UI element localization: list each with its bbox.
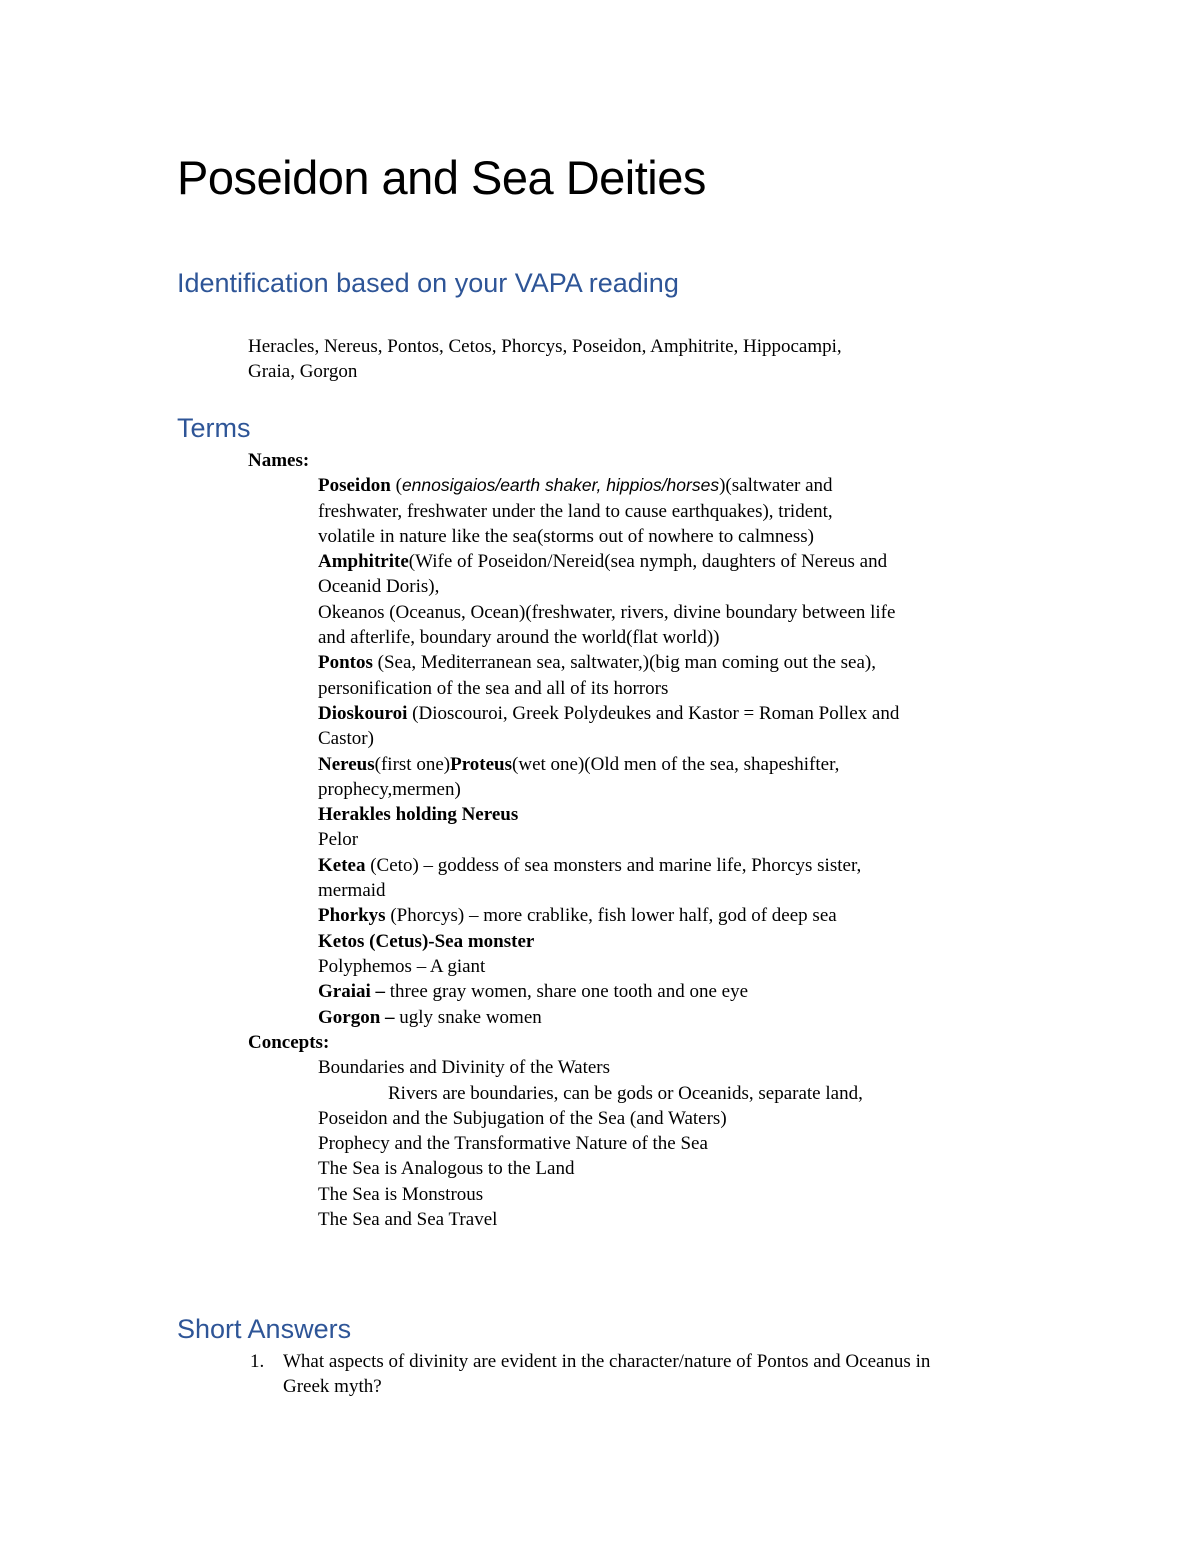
- names-list: [318, 473, 899, 1030]
- identification-line: Graia, Gorgon: [248, 361, 358, 383]
- name-term: Proteus: [450, 753, 513, 775]
- concept-subitem: Rivers are boundaries, can be gods or Oceanids, separate land,: [388, 1082, 863, 1104]
- concept-item: Prophecy and the Transformative Nature of the Sea: [318, 1133, 708, 1155]
- concepts-list: [0, 1055, 863, 1232]
- name-description: Okeanos (Oceanus, Ocean)(freshwater, rivers, divine boundary between life: [318, 601, 896, 623]
- name-term: Amphitrite: [318, 551, 409, 573]
- name-description: ugly snake women: [394, 1006, 542, 1028]
- name-description: and afterlife, boundary around the world(flat world)): [318, 627, 720, 649]
- concept-item: The Sea and Sea Travel: [318, 1209, 498, 1231]
- name-term: Dioskouroi: [318, 702, 408, 724]
- name-term: Poseidon: [318, 475, 391, 497]
- concept-item: The Sea is Monstrous: [318, 1183, 484, 1205]
- identification-line: Heracles, Nereus, Pontos, Cetos, Phorcys, Poseidon, Amphitrite, Hippocampi,: [248, 336, 842, 357]
- name-entry-line: [318, 752, 899, 777]
- name-description: personification of the sea and all of its horrors: [318, 677, 669, 699]
- concepts-label-text: Concepts:: [248, 1032, 330, 1053]
- name-description: freshwater, freshwater under the land to cause earthquakes), trident,: [318, 500, 833, 522]
- question-number: 1.: [250, 1351, 265, 1372]
- name-entry-line: [318, 929, 899, 954]
- short-answers-heading: Short Answers: [177, 1314, 352, 1344]
- name-entry-line: [318, 600, 899, 625]
- name-description: three gray women, share one tooth and one eye: [385, 981, 749, 1003]
- names-label: [248, 448, 309, 473]
- name-entry-line: [318, 1005, 899, 1030]
- name-entry-line: [318, 650, 899, 675]
- name-description: Polyphemos – A giant: [318, 955, 486, 977]
- name-description: (wet one)(Old men of the sea, shapeshifter,: [512, 753, 840, 775]
- name-entry-line: [318, 701, 899, 726]
- identification-heading: Identification based on your VAPA reading: [177, 268, 679, 298]
- name-term: Ketos (Cetus)-Sea monster: [318, 930, 535, 952]
- name-description: Pelor: [318, 829, 359, 851]
- question-line: What aspects of divinity are evident in the character/nature of Pontos and Oceanus in: [283, 1351, 931, 1372]
- name-description: (: [390, 475, 402, 497]
- name-term: Ketea: [318, 854, 366, 876]
- name-description: Castor): [318, 728, 374, 750]
- name-description: Oceanid Doris),: [318, 576, 440, 598]
- name-term: Pontos: [318, 652, 373, 674]
- name-description: (Phorcys) – more crablike, fish lower half, god of deep sea: [385, 905, 837, 927]
- name-entry-line: [318, 473, 899, 498]
- name-description: (Wife of Poseidon/Nereid(sea nymph, daughters of Nereus and: [408, 551, 888, 573]
- name-description: volatile in nature like the sea(storms out of nowhere to calmness): [318, 525, 814, 547]
- name-description: mermaid: [318, 880, 386, 902]
- question-text: [283, 1349, 1043, 1400]
- name-epithets: ennosigaios/earth shaker, hippios/horses: [401, 475, 720, 496]
- name-entry-line: [318, 524, 899, 549]
- name-entry-line: [318, 903, 899, 928]
- identification-list: [248, 334, 842, 385]
- name-entry-line: [318, 802, 899, 827]
- name-description: prophecy,mermen): [318, 778, 461, 800]
- concept-item: Poseidon and the Subjugation of the Sea (and Waters): [318, 1107, 727, 1129]
- name-term: Nereus: [318, 753, 375, 775]
- name-entry-line: [318, 777, 899, 802]
- concept-item: The Sea is Analogous to the Land: [318, 1158, 575, 1180]
- name-entry-line: [318, 853, 899, 878]
- question-line: Greek myth?: [283, 1376, 382, 1398]
- name-description: (Sea, Mediterranean sea, saltwater,)(big man coming out the sea),: [372, 652, 876, 674]
- name-description: (Ceto) – goddess of sea monsters and marine life, Phorcys sister,: [365, 854, 862, 876]
- concept-item: Boundaries and Divinity of the Waters: [318, 1057, 611, 1079]
- names-label-text: Names:: [248, 450, 310, 471]
- name-term: Phorkys: [318, 905, 386, 927]
- name-entry-line: [318, 549, 899, 574]
- name-entry-line: [318, 676, 899, 701]
- name-entry-line: [318, 726, 899, 751]
- concepts-label: [248, 1030, 329, 1055]
- name-entry-line: [318, 827, 899, 852]
- document-title: Poseidon and Sea Deities: [177, 151, 706, 204]
- name-term: Herakles holding Nereus: [318, 804, 519, 826]
- terms-heading: Terms: [177, 413, 251, 443]
- name-description: )(saltwater and: [719, 475, 833, 497]
- question-item: [0, 1349, 1200, 1409]
- name-entry-line: [318, 979, 899, 1004]
- name-entry-line: [318, 954, 899, 979]
- name-entry-line: [318, 499, 899, 524]
- name-term: Gorgon –: [318, 1006, 395, 1028]
- name-entry-line: [318, 625, 899, 650]
- name-term: Graiai –: [318, 981, 386, 1003]
- name-description: (Dioscouroi, Greek Polydeukes and Kastor = Roman Pollex and: [407, 702, 900, 724]
- name-entry-line: [318, 878, 899, 903]
- name-entry-line: [318, 574, 899, 599]
- name-description: (first one): [374, 753, 451, 775]
